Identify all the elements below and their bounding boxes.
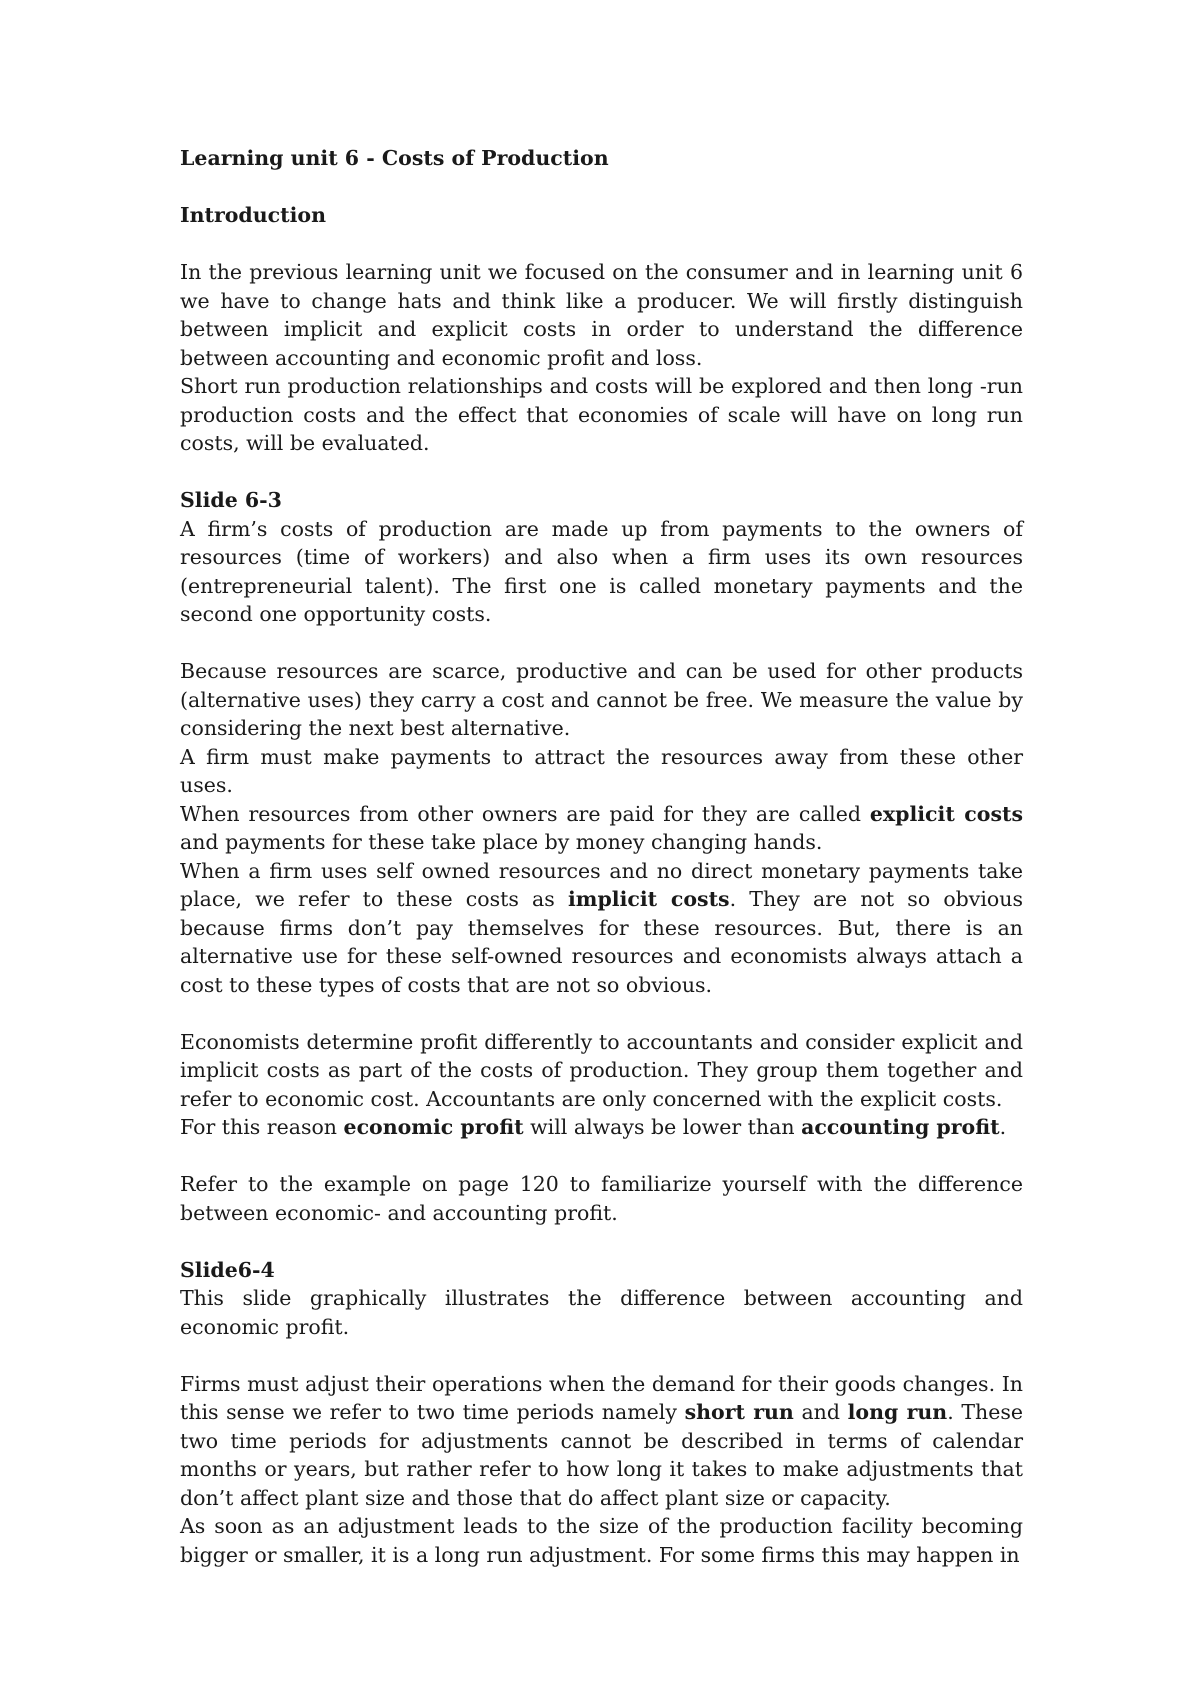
text-run: and payments for these take place by money changing hands. (180, 830, 823, 854)
term-accounting-profit: accounting profit (801, 1115, 1000, 1139)
term-long-run: long run (847, 1400, 948, 1424)
term-short-run: short run (684, 1400, 794, 1424)
term-implicit-costs: implicit costs (567, 887, 730, 911)
slide-6-4-paragraph-3: As soon as an adjustment leads to the size of the production facility becoming bigger or smaller, it is a long run adjustment. For some firms this may happen in (180, 1514, 1023, 1567)
spacer (180, 999, 1023, 1028)
text-run: Firms must adjust their operations when the demand for their goods changes. In this sense we refer to two time periods namely (180, 1371, 1023, 1424)
document-body (180, 144, 1023, 1569)
spacer (180, 1341, 1023, 1370)
slide-6-3-paragraph-7 (180, 1113, 1023, 1142)
text-run: will always be lower than (523, 1115, 802, 1139)
introduction-paragraph-2: Short run production relationships and costs will be explored and then long -run production costs and the effect that economies of scale will have on long run costs, will be evaluated. (180, 374, 1023, 455)
text-run: When resources from other owners are paid for they are called (180, 801, 870, 826)
slide-6-4-paragraph-2 (180, 1370, 1023, 1513)
text-run: and (793, 1400, 848, 1424)
slide-6-3-paragraph-6: Economists determine profit differently to accountants and consider explicit and implicit costs as part of the costs of production. They group them together and refer to economic cost. Accountants are only concerned with the explicit costs. (180, 1029, 1023, 1111)
slide-6-4-paragraph-1: This slide graphically illustrates the difference between accounting and economic profit. (180, 1286, 1023, 1339)
slide-6-3-heading: Slide 6-3 (180, 488, 282, 512)
term-economic-profit: economic profit (343, 1115, 524, 1139)
slide-6-4-heading: Slide6-4 (180, 1257, 275, 1282)
introduction-heading: Introduction (180, 203, 326, 227)
spacer (180, 1142, 1023, 1171)
slide-6-3-paragraph-1: A firm’s costs of production are made up from payments to the owners of resources (time of workers) and also when a firm uses its own resources (entrepreneurial talent). The first one is called monetary payments and the second one opportunity costs. (180, 516, 1023, 626)
text-run: When a firm uses self owned resources and no direct monetary payments take place, we refer to these costs as (180, 858, 1023, 911)
slide-6-3-paragraph-5 (180, 857, 1023, 1000)
text-run: . They are not so obvious because firms don’t pay themselves for these resources. But, there is an alternative use for these self-owned resources and economists always attach a cost to these types of costs that are not so obvious. (180, 887, 1023, 997)
slide-6-3-paragraph-4 (180, 800, 1023, 857)
slide-6-3-paragraph-3: A firm must make payments to attract the resources away from these other uses. (180, 744, 1023, 797)
slide-6-3-paragraph-8: Refer to the example on page 120 to familiarize yourself with the difference between economic- and accounting profit. (180, 1172, 1023, 1225)
text-run: . (999, 1115, 1007, 1139)
text-run: . These two time periods for adjustments cannot be described in terms of calendar months or years, but rather refer to how long it takes to make adjustments that don’t affect plant size and those that do affect plant size or capacity. (180, 1400, 1023, 1510)
introduction-paragraph-1: In the previous learning unit we focused on the consumer and in learning unit 6 we have to change hats and think like a producer. We will firstly distinguish between implicit and explicit costs in order to understand the difference between accounting and economic profit and loss. (180, 260, 1023, 370)
spacer (180, 1227, 1023, 1256)
spacer (180, 458, 1023, 487)
text-run: For this reason (180, 1115, 344, 1139)
spacer (180, 173, 1023, 202)
spacer (180, 230, 1023, 259)
term-explicit-costs: explicit costs (869, 801, 1023, 826)
slide-6-3-paragraph-2: Because resources are scarce, productive and can be used for other products (alternative uses) they carry a cost and cannot be free. We measure the value by considering the next best alternative. (180, 659, 1023, 740)
spacer (180, 629, 1023, 658)
document-title: Learning unit 6 - Costs of Production (180, 146, 609, 170)
